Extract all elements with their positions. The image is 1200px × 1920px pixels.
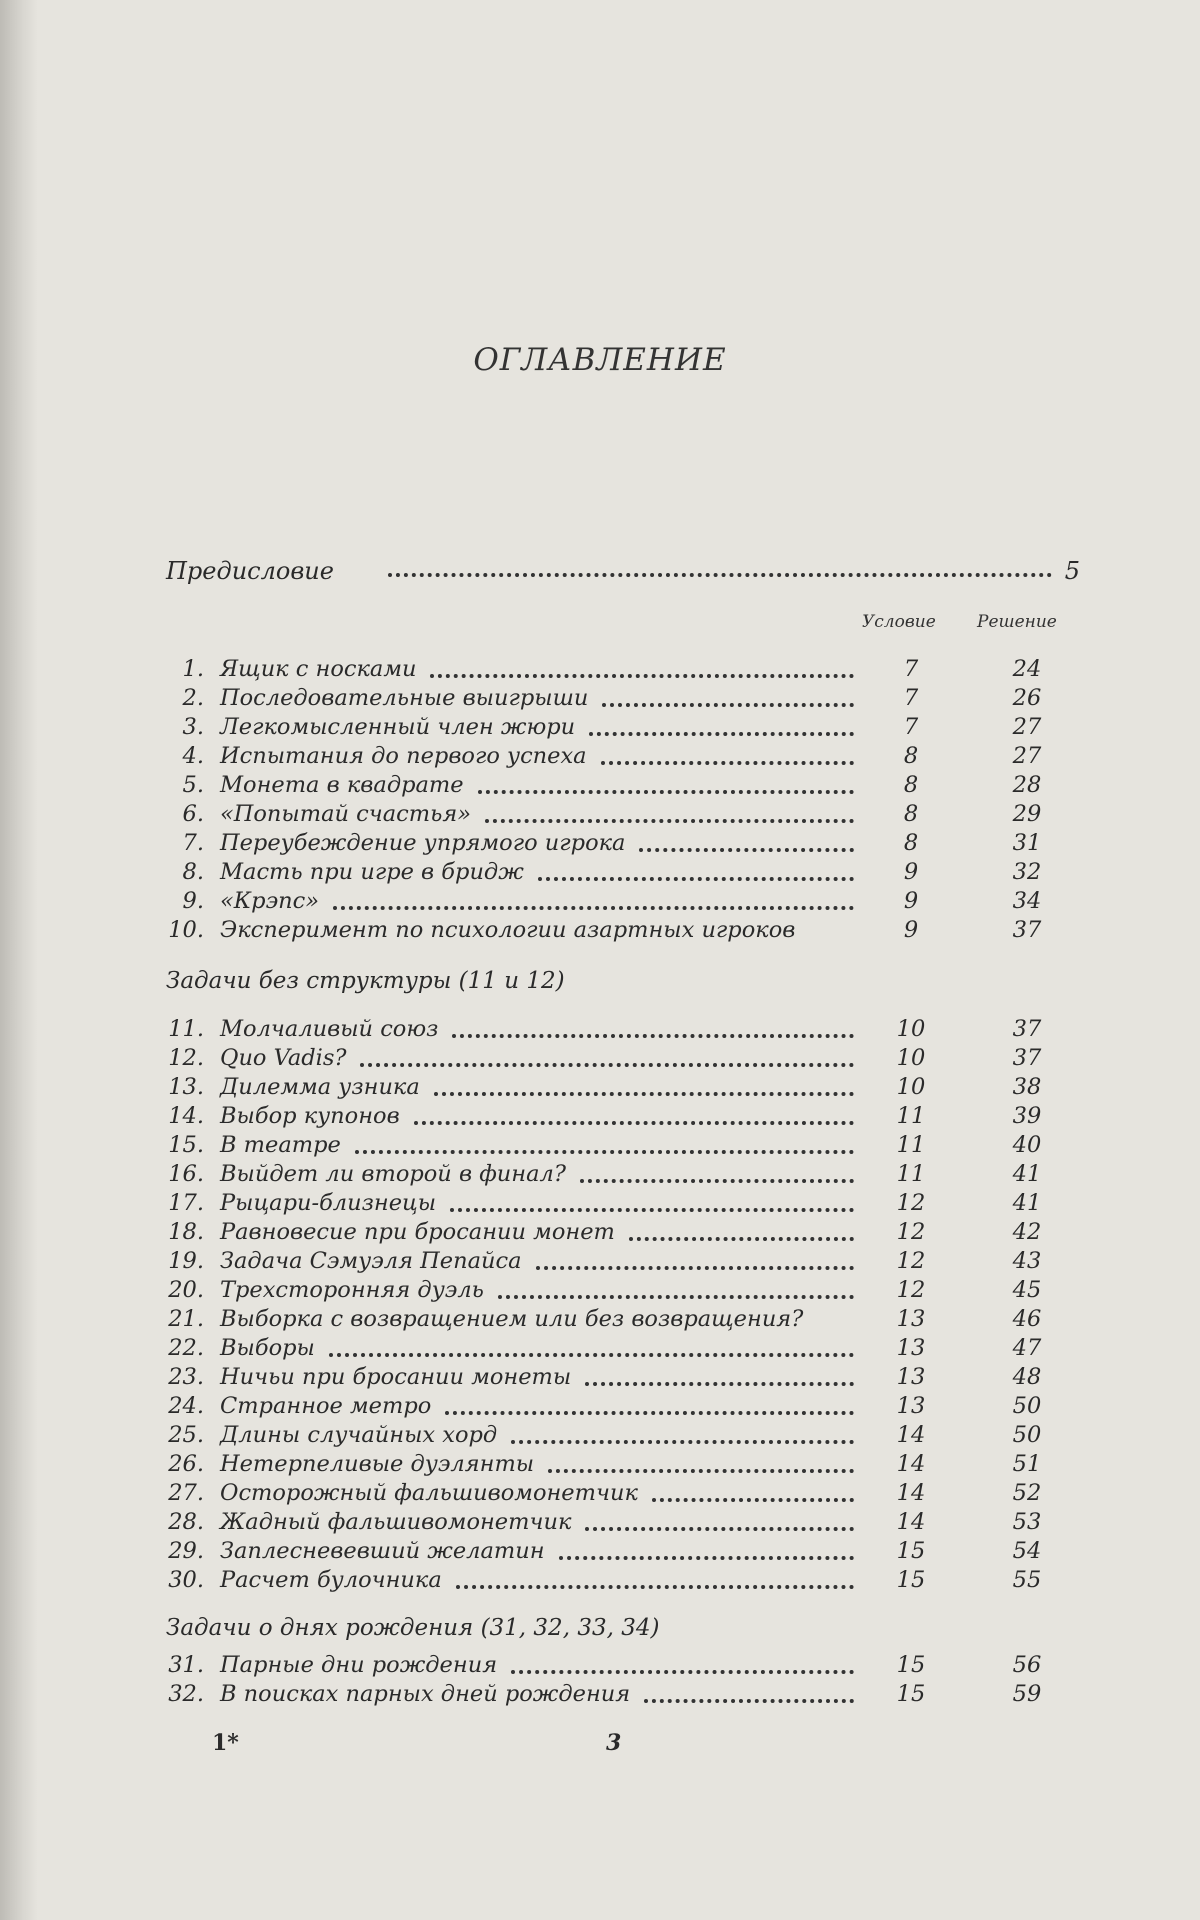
entry-solution-page: 39	[1012, 1103, 1042, 1129]
entry-solution-page: 37	[1012, 1045, 1042, 1071]
toc-entry[interactable]	[164, 1363, 1064, 1392]
entry-number: 19.	[168, 1248, 204, 1274]
section-heading-structure: Задачи без структуры (11 и 12)	[166, 968, 565, 994]
toc-entry[interactable]	[164, 1247, 1064, 1276]
toc-entry[interactable]	[164, 1073, 1064, 1102]
entry-solution-page: 27	[1012, 743, 1042, 769]
entry-title: Осторожный фальшивомонетчик	[220, 1480, 638, 1506]
toc-entry[interactable]	[164, 916, 1064, 945]
dot-leader	[456, 1585, 854, 1589]
entry-number: 5.	[182, 772, 204, 798]
entry-condition-page: 8	[903, 772, 919, 798]
entry-condition-page: 8	[903, 801, 919, 827]
entry-title: В поисках парных дней рождения	[220, 1681, 631, 1707]
entry-solution-page: 42	[1012, 1219, 1042, 1245]
toc-entry[interactable]	[164, 858, 1064, 887]
entry-condition-page: 14	[896, 1480, 926, 1506]
toc-entry[interactable]	[164, 1044, 1064, 1073]
entry-title: Переубеждение упрямого игрока	[220, 830, 626, 856]
toc-entry[interactable]	[164, 1305, 1064, 1334]
toc-entry[interactable]	[164, 1508, 1064, 1537]
entry-number: 7.	[182, 830, 204, 856]
section-heading-birthdays: Задачи о днях рождения (31, 32, 33, 34)	[166, 1615, 660, 1641]
entry-title: Жадный фальшивомонетчик	[220, 1509, 572, 1535]
entry-number: 16.	[168, 1161, 204, 1187]
dot-leader	[652, 1498, 854, 1502]
entry-condition-page: 7	[903, 714, 919, 740]
entry-number: 8.	[182, 859, 204, 885]
entry-number: 9.	[182, 888, 204, 914]
entry-title: Ничьи при бросании монеты	[220, 1364, 572, 1390]
dot-leader	[430, 674, 854, 678]
dot-leader	[355, 1150, 854, 1154]
entry-number: 27.	[168, 1480, 204, 1506]
entry-solution-page: 24	[1012, 656, 1042, 682]
dot-leader	[445, 1411, 854, 1415]
entry-solution-page: 53	[1012, 1509, 1042, 1535]
entry-solution-page: 31	[1012, 830, 1042, 856]
toc-group-2	[164, 1015, 1064, 1595]
entry-condition-page: 12	[896, 1190, 926, 1216]
entry-number: 30.	[168, 1567, 204, 1593]
entry-solution-page: 56	[1012, 1652, 1042, 1678]
entry-condition-page: 11	[896, 1132, 926, 1158]
page-title: ОГЛАВЛЕНИЕ	[473, 342, 727, 378]
entry-condition-page: 15	[896, 1681, 926, 1707]
entry-condition-page: 8	[903, 830, 919, 856]
page-binding-shadow	[0, 0, 38, 1920]
preface-label: Предисловие	[166, 557, 334, 585]
dot-leader	[485, 819, 854, 823]
dot-leader	[360, 1063, 854, 1067]
preface-page: 5	[1064, 557, 1080, 585]
toc-entry[interactable]	[164, 684, 1064, 713]
entry-condition-page: 13	[896, 1335, 926, 1361]
entry-number: 25.	[168, 1422, 204, 1448]
entry-number: 15.	[168, 1132, 204, 1158]
dot-leader	[452, 1034, 854, 1038]
toc-entry[interactable]	[164, 829, 1064, 858]
entry-condition-page: 7	[903, 685, 919, 711]
entry-title: Парные дни рождения	[220, 1652, 498, 1678]
entry-title: Нетерпеливые дуэлянты	[220, 1451, 535, 1477]
entry-number: 11.	[168, 1016, 204, 1042]
toc-entry[interactable]	[164, 1479, 1064, 1508]
entry-title: Выйдет ли второй в финал?	[220, 1161, 566, 1187]
dot-leader	[639, 848, 854, 852]
entry-title: Длины случайных хорд	[220, 1422, 498, 1448]
entry-title: Монета в квадрате	[220, 772, 464, 798]
toc-group-3	[164, 1651, 1064, 1709]
entry-title: Масть при игре в бридж	[220, 859, 524, 885]
entry-title: Заплесневевший желатин	[220, 1538, 545, 1564]
dot-leader	[589, 732, 854, 736]
entry-condition-page: 12	[896, 1277, 926, 1303]
entry-solution-page: 34	[1012, 888, 1042, 914]
entry-solution-page: 52	[1012, 1480, 1042, 1506]
entry-title: Равновесие при бросании монет	[220, 1219, 615, 1245]
dot-leader	[333, 906, 854, 910]
dot-leader	[580, 1179, 854, 1183]
entry-number: 31.	[168, 1652, 204, 1678]
toc-entry[interactable]	[164, 1537, 1064, 1566]
entry-solution-page: 54	[1012, 1538, 1042, 1564]
entry-number: 6.	[182, 801, 204, 827]
entry-title: Молчаливый союз	[220, 1016, 439, 1042]
entry-solution-page: 41	[1012, 1161, 1042, 1187]
printer-signature: 1*	[212, 1730, 239, 1756]
entry-condition-page: 7	[903, 656, 919, 682]
preface-entry[interactable]	[166, 557, 1080, 593]
toc-group-1	[164, 655, 1064, 945]
entry-title: Трехсторонняя дуэль	[220, 1277, 484, 1303]
entry-solution-page: 50	[1012, 1422, 1042, 1448]
entry-solution-page: 48	[1012, 1364, 1042, 1390]
entry-condition-page: 13	[896, 1306, 926, 1332]
entry-title: Ящик с носками	[220, 656, 417, 682]
entry-solution-page: 37	[1012, 1016, 1042, 1042]
entry-title: Эксперимент по психологии азартных игроков	[220, 917, 796, 943]
entry-solution-page: 51	[1012, 1451, 1042, 1477]
entry-number: 22.	[168, 1335, 204, 1361]
entry-solution-page: 32	[1012, 859, 1042, 885]
entry-solution-page: 41	[1012, 1190, 1042, 1216]
toc-entry[interactable]	[164, 1392, 1064, 1421]
entry-title: «Попытай счастья»	[220, 801, 472, 827]
toc-entry[interactable]	[164, 1131, 1064, 1160]
entry-condition-page: 14	[896, 1509, 926, 1535]
toc-entry[interactable]	[164, 887, 1064, 916]
entry-condition-page: 10	[896, 1016, 926, 1042]
toc-entry[interactable]	[164, 771, 1064, 800]
entry-number: 1.	[182, 656, 204, 682]
entry-number: 4.	[182, 743, 204, 769]
entry-number: 13.	[168, 1074, 204, 1100]
entry-condition-page: 15	[896, 1538, 926, 1564]
toc-entry[interactable]	[164, 1334, 1064, 1363]
toc-entry[interactable]	[164, 1450, 1064, 1479]
entry-condition-page: 12	[896, 1219, 926, 1245]
entry-title: В театре	[220, 1132, 341, 1158]
entry-number: 14.	[168, 1103, 204, 1129]
entry-title: Испытания до первого успеха	[220, 743, 587, 769]
entry-condition-page: 10	[896, 1045, 926, 1071]
toc-entry[interactable]	[164, 1015, 1064, 1044]
toc-entry[interactable]	[164, 1421, 1064, 1450]
entry-number: 10.	[168, 917, 204, 943]
entry-number: 20.	[168, 1277, 204, 1303]
dot-leader	[478, 790, 854, 794]
toc-entry[interactable]	[164, 655, 1064, 684]
entry-number: 32.	[168, 1681, 204, 1707]
entry-condition-page: 10	[896, 1074, 926, 1100]
dot-leader	[585, 1527, 854, 1531]
toc-entry[interactable]	[164, 1189, 1064, 1218]
entry-condition-page: 14	[896, 1422, 926, 1448]
entry-solution-page: 59	[1012, 1681, 1042, 1707]
entry-condition-page: 9	[903, 917, 919, 943]
column-header-solution: Решение	[977, 612, 1057, 632]
entry-title: Выбор купонов	[220, 1103, 400, 1129]
dot-leader	[536, 1266, 854, 1270]
entry-condition-page: 9	[903, 888, 919, 914]
entry-solution-page: 50	[1012, 1393, 1042, 1419]
entry-solution-page: 43	[1012, 1248, 1042, 1274]
entry-solution-page: 46	[1012, 1306, 1042, 1332]
dot-leader	[601, 761, 854, 765]
dot-leader	[585, 1382, 854, 1386]
entry-title: Странное метро	[220, 1393, 432, 1419]
dot-leader	[414, 1121, 854, 1125]
dot-leader	[450, 1208, 854, 1212]
entry-number: 24.	[168, 1393, 204, 1419]
column-header-condition: Условие	[862, 612, 936, 632]
entry-solution-page: 38	[1012, 1074, 1042, 1100]
entry-condition-page: 11	[896, 1161, 926, 1187]
toc-entry[interactable]	[164, 1566, 1064, 1595]
entry-condition-page: 15	[896, 1652, 926, 1678]
dot-leader	[548, 1469, 854, 1473]
entry-title: Последовательные выигрыши	[220, 685, 589, 711]
entry-number: 26.	[168, 1451, 204, 1477]
entry-number: 12.	[168, 1045, 204, 1071]
entry-number: 17.	[168, 1190, 204, 1216]
dot-leader	[644, 1699, 854, 1703]
toc-entry[interactable]	[164, 1218, 1064, 1247]
entry-title: «Крэпс»	[220, 888, 320, 914]
entry-number: 28.	[168, 1509, 204, 1535]
dot-leader	[388, 573, 1052, 577]
dot-leader	[629, 1237, 854, 1241]
entry-solution-page: 45	[1012, 1277, 1042, 1303]
dot-leader	[511, 1440, 854, 1444]
dot-leader	[602, 703, 854, 707]
entry-solution-page: 28	[1012, 772, 1042, 798]
entry-solution-page: 40	[1012, 1132, 1042, 1158]
page-number: 3	[606, 1730, 622, 1756]
entry-condition-page: 11	[896, 1103, 926, 1129]
entry-condition-page: 13	[896, 1393, 926, 1419]
entry-title: Расчет булочника	[220, 1567, 442, 1593]
entry-number: 3.	[182, 714, 204, 740]
toc-entry[interactable]	[164, 1102, 1064, 1131]
entry-condition-page: 15	[896, 1567, 926, 1593]
entry-title: Выборка с возвращением или без возвращения?	[220, 1306, 804, 1332]
entry-title: Задача Сэмуэля Пепайса	[220, 1248, 522, 1274]
entry-condition-page: 9	[903, 859, 919, 885]
dot-leader	[559, 1556, 854, 1560]
toc-entry[interactable]	[164, 1680, 1064, 1709]
dot-leader	[329, 1353, 854, 1357]
dot-leader	[498, 1295, 854, 1299]
toc-entry[interactable]	[164, 713, 1064, 742]
entry-solution-page: 55	[1012, 1567, 1042, 1593]
entry-title: Дилемма узника	[220, 1074, 420, 1100]
entry-solution-page: 37	[1012, 917, 1042, 943]
toc-entry[interactable]	[164, 1651, 1064, 1680]
toc-entry[interactable]	[164, 800, 1064, 829]
entry-title: Рыцари-близнецы	[220, 1190, 437, 1216]
entry-condition-page: 12	[896, 1248, 926, 1274]
entry-condition-page: 8	[903, 743, 919, 769]
toc-entry[interactable]	[164, 1276, 1064, 1305]
entry-solution-page: 29	[1012, 801, 1042, 827]
entry-title: Выборы	[220, 1335, 315, 1361]
toc-entry[interactable]	[164, 742, 1064, 771]
entry-title: Легкомысленный член жюри	[220, 714, 576, 740]
entry-number: 21.	[168, 1306, 204, 1332]
entry-number: 18.	[168, 1219, 204, 1245]
toc-entry[interactable]	[164, 1160, 1064, 1189]
entry-solution-page: 26	[1012, 685, 1042, 711]
entry-title: Quo Vadis?	[220, 1045, 347, 1071]
entry-number: 23.	[168, 1364, 204, 1390]
entry-number: 2.	[182, 685, 204, 711]
entry-number: 29.	[168, 1538, 204, 1564]
dot-leader	[511, 1670, 854, 1674]
entry-condition-page: 14	[896, 1451, 926, 1477]
entry-solution-page: 27	[1012, 714, 1042, 740]
dot-leader	[434, 1092, 854, 1096]
entry-condition-page: 13	[896, 1364, 926, 1390]
dot-leader	[538, 877, 854, 881]
entry-solution-page: 47	[1012, 1335, 1042, 1361]
